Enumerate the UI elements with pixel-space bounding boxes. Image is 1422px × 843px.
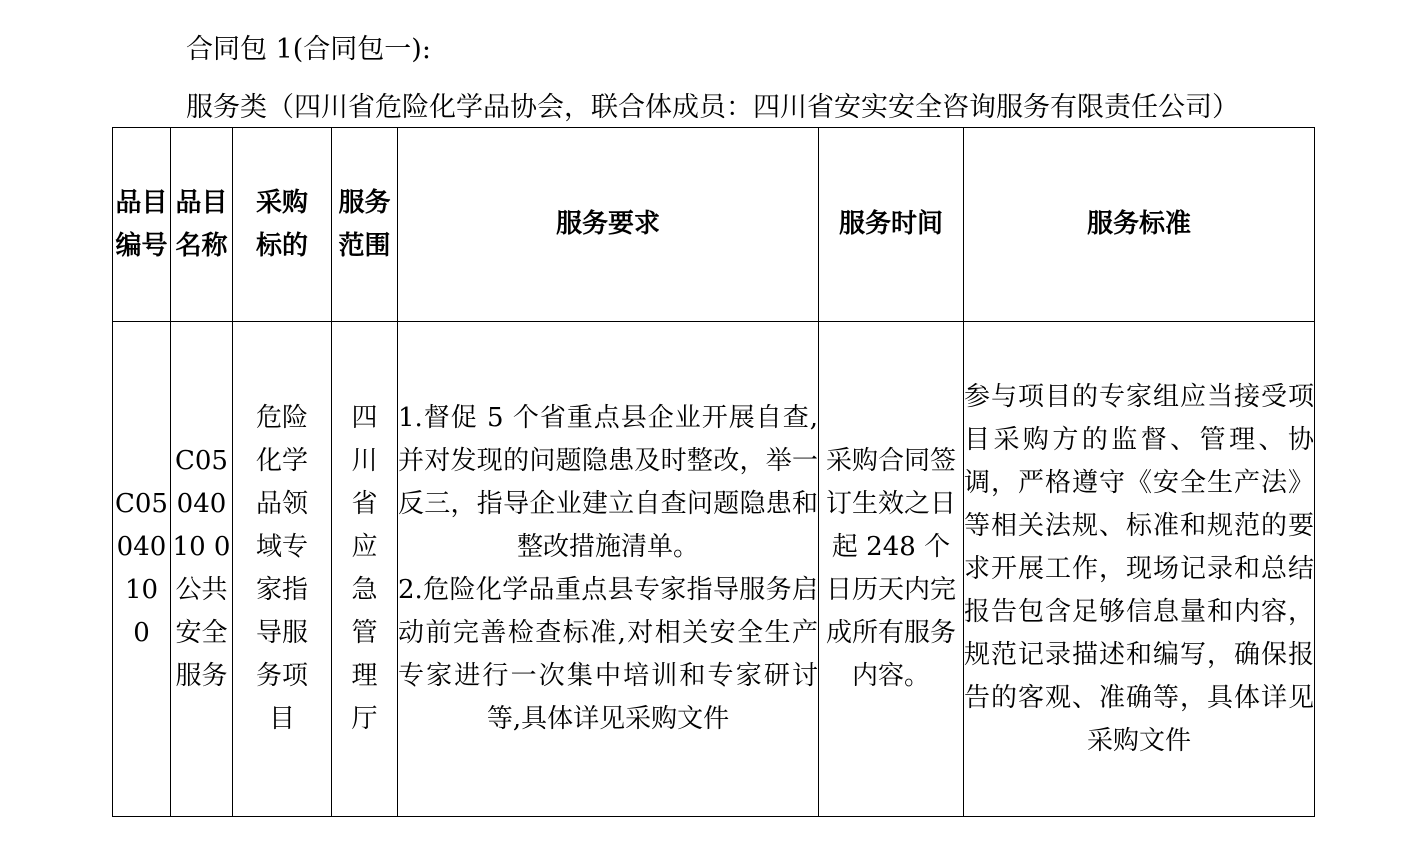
cell-scope: 四川省应急管理厅 (332, 322, 398, 817)
cell-item-name: C0504010 0公共安全服务 (171, 322, 233, 817)
table-row (113, 322, 1315, 817)
standard-text: 参与项目的专家组应当接受项目采购方的监督、管理、协调，严格遵守《安全生产法》等相关法规、标准和规范的要求开展工作，现场记录和总结报告包含足够信息量和内容，规范记录描述和编写，确保报告的客观、准确等，具体详见采购文件 (964, 381, 1314, 756)
procurement-table (112, 127, 1315, 817)
cell-requirement (398, 322, 819, 817)
cell-target: 危险化学品领域专家指导服务项目 (233, 322, 332, 817)
requirement-item-1: 1.督促 5 个省重点县企业开展自查,并对发现的问题隐患及时整改，举一反三，指导企业建立自查问题隐患和整改措施清单。 (398, 403, 818, 562)
cell-time: 采购合同签订生效之日起 248 个日历天内完成所有服务内容。 (819, 322, 964, 817)
header-scope: 服务范围 (332, 128, 398, 322)
header-standard: 服务标准 (964, 128, 1315, 322)
header-time: 服务时间 (819, 128, 964, 322)
table-header-row (113, 128, 1315, 322)
header-item-no: 品目编号 (113, 128, 171, 322)
header-target: 采购标的 (233, 128, 332, 322)
cell-item-no: C0504010 0 (113, 322, 171, 817)
contract-package-line: 合同包 1(合同包一): (186, 34, 431, 65)
cell-standard (964, 322, 1315, 817)
header-requirement: 服务要求 (398, 128, 819, 322)
header-item-name: 品目名称 (171, 128, 233, 322)
service-category-line: 服务类（四川省危险化学品协会，联合体成员：四川省安实安全咨询服务有限责任公司） (186, 92, 1239, 123)
requirement-item-2: 2.危险化学品重点县专家指导服务启动前完善检查标准,对相关安全生产专家进行一次集中培训和专家研讨等,具体详见采购文件 (398, 575, 818, 734)
